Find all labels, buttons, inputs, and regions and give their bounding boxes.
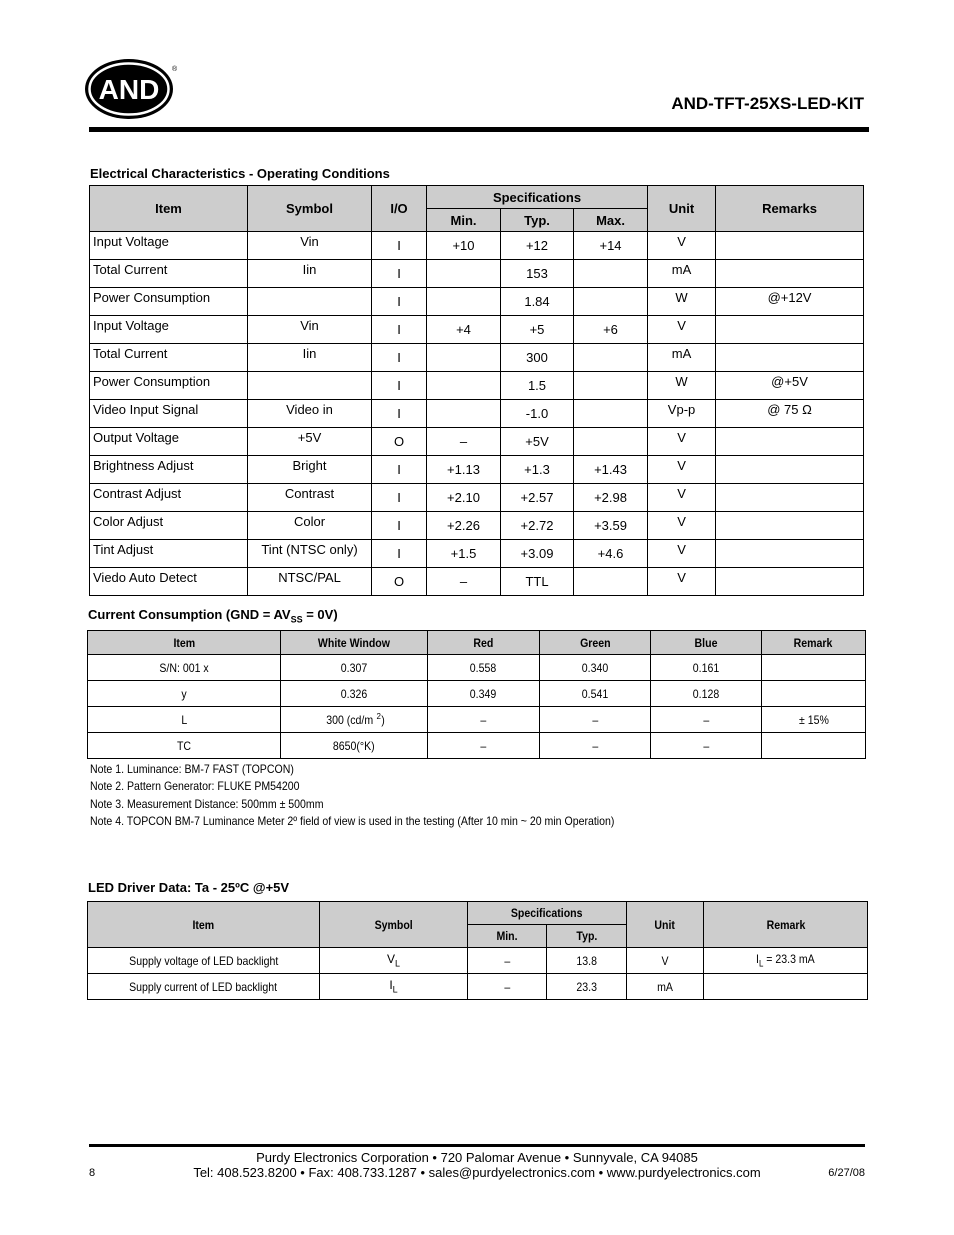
- remark-cell: [762, 681, 866, 707]
- io-cell: I: [372, 260, 427, 288]
- green-cell-text: –: [592, 738, 598, 753]
- item-cell: Power Consumption: [90, 288, 248, 316]
- unit-cell: V: [648, 316, 716, 344]
- min-text: –: [504, 979, 510, 994]
- unit-cell: mA: [648, 260, 716, 288]
- unit-cell: V: [648, 540, 716, 568]
- min-cell: +10: [427, 232, 501, 260]
- white-window-cell-text: 8650(°K): [333, 738, 375, 753]
- table-row: [88, 974, 868, 1000]
- note-3: Note 3. Measurement Distance: 500mm ± 500mm: [90, 797, 324, 811]
- item-cell-text: y: [181, 686, 187, 701]
- red-cell-text: 0.349: [470, 686, 497, 701]
- unit-tail: ): [381, 713, 385, 727]
- symbol-subscript: L: [395, 958, 401, 969]
- symbol-cell: NTSC/PAL: [248, 568, 372, 596]
- min-cell: –: [427, 568, 501, 596]
- green-cell-text: 0.340: [581, 660, 609, 675]
- remarks-cell: @+5V: [716, 372, 864, 400]
- header-io: I/O: [372, 186, 427, 232]
- item-cell: Brightness Adjust: [90, 456, 248, 484]
- title-subscript: SS: [290, 614, 303, 625]
- header-remark: Remark: [762, 631, 866, 655]
- symbol-cell: [248, 288, 372, 316]
- led-driver-table: [87, 901, 868, 1000]
- remarks-cell: [716, 484, 864, 512]
- min-cell: [468, 974, 547, 1000]
- typ-cell: 1.84: [501, 288, 574, 316]
- white-window-cell: [281, 707, 428, 733]
- unit-cell: Vp-p: [648, 400, 716, 428]
- table-row: [90, 288, 864, 316]
- item-cell: [88, 974, 320, 1000]
- remark-value: = 23.3 mA: [763, 952, 815, 967]
- table-row: [88, 733, 866, 759]
- item-cell: Power Consumption: [90, 372, 248, 400]
- unit-cell: V: [648, 456, 716, 484]
- item-cell: Total Current: [90, 344, 248, 372]
- min-cell: +4: [427, 316, 501, 344]
- blue-cell: [651, 707, 762, 733]
- typ-cell: [547, 948, 627, 974]
- min-cell: [427, 288, 501, 316]
- item-cell-text: S/N: 001 x: [159, 660, 209, 675]
- typ-cell: +2.57: [501, 484, 574, 512]
- typ-cell: +5: [501, 316, 574, 344]
- min-cell: +1.5: [427, 540, 501, 568]
- red-cell: [428, 681, 540, 707]
- item-cell: Total Current: [90, 260, 248, 288]
- red-cell: [428, 733, 540, 759]
- symbol-cell: Vin: [248, 232, 372, 260]
- io-cell: I: [372, 512, 427, 540]
- table-row: [88, 655, 866, 681]
- blue-cell: [651, 733, 762, 759]
- header-typ: Typ.: [501, 209, 574, 232]
- table-row: [90, 344, 864, 372]
- unit-text: V: [661, 953, 669, 968]
- symbol-cell: Tint (NTSC only): [248, 540, 372, 568]
- footer-rule: [89, 1144, 865, 1147]
- unit-cell: V: [648, 232, 716, 260]
- unit-superscript: 2: [376, 712, 381, 721]
- symbol-text: V: [386, 952, 395, 967]
- header-item: Item: [90, 186, 248, 232]
- green-cell: [540, 681, 651, 707]
- green-cell-text: –: [592, 712, 598, 727]
- item-text: Supply current of LED backlight: [129, 979, 278, 994]
- remarks-cell: [716, 316, 864, 344]
- current-consumption-table: [87, 630, 866, 759]
- page-number: 8: [89, 1167, 96, 1179]
- unit-text: mA: [657, 979, 673, 994]
- unit-cell: W: [648, 372, 716, 400]
- io-cell: I: [372, 344, 427, 372]
- header-min: Min.: [427, 209, 501, 232]
- symbol-cell: Color: [248, 512, 372, 540]
- max-cell: +6: [574, 316, 648, 344]
- io-cell: I: [372, 540, 427, 568]
- item-cell: Input Voltage: [90, 316, 248, 344]
- io-cell: I: [372, 232, 427, 260]
- io-cell: I: [372, 372, 427, 400]
- typ-text: 23.3: [576, 979, 597, 994]
- table-row: [90, 568, 864, 596]
- unit-cell: V: [648, 428, 716, 456]
- symbol-cell: Vin: [248, 316, 372, 344]
- title-suffix: = 0V): [302, 607, 338, 622]
- min-cell: +2.26: [427, 512, 501, 540]
- table-row: [90, 456, 864, 484]
- typ-cell: 153: [501, 260, 574, 288]
- table-row: [88, 707, 866, 733]
- header-remark: Remark: [704, 902, 868, 948]
- io-cell: I: [372, 456, 427, 484]
- unit-cell: mA: [648, 344, 716, 372]
- blue-cell-text: 0.161: [692, 660, 720, 675]
- white-window-cell-text: 0.326: [340, 686, 368, 701]
- io-cell: O: [372, 428, 427, 456]
- remarks-cell: @ 75 Ω: [716, 400, 864, 428]
- max-cell: +1.43: [574, 456, 648, 484]
- registered-mark: ®: [172, 66, 178, 73]
- green-cell-text: 0.541: [581, 686, 609, 701]
- typ-cell: +3.09: [501, 540, 574, 568]
- item-cell: [88, 733, 281, 759]
- item-cell: Video Input Signal: [90, 400, 248, 428]
- remarks-cell: [716, 456, 864, 484]
- unit-cell: V: [648, 484, 716, 512]
- min-cell: [427, 260, 501, 288]
- blue-cell: [651, 681, 762, 707]
- item-cell: [88, 655, 281, 681]
- item-text: Supply voltage of LED backlight: [128, 953, 279, 968]
- red-cell: [428, 707, 540, 733]
- and-logo: [84, 57, 176, 121]
- current-consumption-body: [88, 655, 866, 759]
- item-cell: [88, 681, 281, 707]
- max-cell: +4.6: [574, 540, 648, 568]
- item-cell-text: TC: [176, 738, 192, 753]
- remarks-cell: [716, 512, 864, 540]
- electrical-characteristics-title: Electrical Characteristics - Operating Conditions: [90, 166, 390, 181]
- electrical-characteristics-table: [89, 185, 864, 596]
- remarks-cell: [716, 428, 864, 456]
- max-cell: [574, 372, 648, 400]
- max-cell: +2.98: [574, 484, 648, 512]
- symbol-cell: Iin: [248, 344, 372, 372]
- unit-cell: V: [648, 568, 716, 596]
- typ-cell: 1.5: [501, 372, 574, 400]
- table-row: [90, 232, 864, 260]
- remark-cell-text: ± 15%: [798, 712, 829, 727]
- remarks-cell: [716, 260, 864, 288]
- max-cell: [574, 260, 648, 288]
- header-unit: Unit: [627, 902, 704, 948]
- table-row: [90, 540, 864, 568]
- symbol-cell: +5V: [248, 428, 372, 456]
- blue-cell-text: –: [703, 738, 709, 753]
- note-4: Note 4. TOPCON BM-7 Luminance Meter 2º field of view is used in the testing (After 10 min ~ 20 min Operation): [90, 814, 615, 828]
- min-cell: –: [427, 428, 501, 456]
- max-cell: +3.59: [574, 512, 648, 540]
- io-cell: I: [372, 484, 427, 512]
- min-cell: [468, 948, 547, 974]
- footer-address: Purdy Electronics Corporation • 720 Palomar Avenue • Sunnyvale, CA 94085: [256, 1150, 698, 1165]
- typ-cell: -1.0: [501, 400, 574, 428]
- min-cell: +1.13: [427, 456, 501, 484]
- logo-text: AND: [98, 74, 160, 105]
- blue-cell-text: 0.128: [692, 686, 720, 701]
- led-driver-data-title: LED Driver Data: Ta - 25ºC @+5V: [88, 880, 290, 895]
- max-cell: [574, 288, 648, 316]
- io-cell: I: [372, 316, 427, 344]
- remarks-cell: [716, 232, 864, 260]
- footer-date: 6/27/08: [828, 1167, 865, 1179]
- item-cell: [88, 707, 281, 733]
- table-row: [88, 681, 866, 707]
- footer-contact: Tel: 408.523.8200 • Fax: 408.733.1287 • sales@purdyelectronics.com • www.purdyelectronics.com: [193, 1165, 761, 1180]
- table-row: [90, 372, 864, 400]
- io-cell: I: [372, 288, 427, 316]
- header-min: Min.: [468, 925, 547, 948]
- current-consumption-title: [88, 607, 338, 625]
- min-cell: [427, 372, 501, 400]
- typ-cell: 300: [501, 344, 574, 372]
- symbol-cell: Iin: [248, 260, 372, 288]
- electrical-characteristics-body: [90, 232, 864, 596]
- min-text: –: [504, 953, 510, 968]
- remark-cell: [762, 733, 866, 759]
- remarks-cell: @+12V: [716, 288, 864, 316]
- typ-cell: [547, 974, 627, 1000]
- min-cell: +2.10: [427, 484, 501, 512]
- symbol-cell: [248, 372, 372, 400]
- green-cell: [540, 655, 651, 681]
- symbol-cell: [320, 974, 468, 1000]
- red-cell: [428, 655, 540, 681]
- blue-cell-text: –: [703, 712, 709, 727]
- red-cell-text: –: [480, 738, 487, 753]
- header-red: Red: [428, 631, 540, 655]
- header-item: Item: [88, 902, 320, 948]
- item-cell: Output Voltage: [90, 428, 248, 456]
- header-remarks: Remarks: [716, 186, 864, 232]
- min-cell: [427, 400, 501, 428]
- table-row: [90, 400, 864, 428]
- table-row: [90, 428, 864, 456]
- item-cell: Input Voltage: [90, 232, 248, 260]
- max-cell: [574, 400, 648, 428]
- item-cell: Viedo Auto Detect: [90, 568, 248, 596]
- remark-cell: [704, 974, 868, 1000]
- item-cell: Color Adjust: [90, 512, 248, 540]
- header-symbol: Symbol: [320, 902, 468, 948]
- unit-cell: [627, 948, 704, 974]
- white-window-cell-text: 0.307: [340, 660, 368, 675]
- remark-subscript: L: [759, 958, 764, 969]
- typ-text: 13.8: [576, 953, 597, 968]
- red-cell-text: –: [480, 712, 487, 727]
- remarks-cell: [716, 568, 864, 596]
- symbol-cell: Contrast: [248, 484, 372, 512]
- header-green: Green: [540, 631, 651, 655]
- remark-cell: [704, 948, 868, 974]
- typ-cell: +1.3: [501, 456, 574, 484]
- symbol-subscript: L: [392, 984, 398, 995]
- white-window-cell-text: 300 (cd/m: [326, 713, 374, 727]
- green-cell: [540, 707, 651, 733]
- header-symbol: Symbol: [248, 186, 372, 232]
- table-row: [88, 948, 868, 974]
- blue-cell: [651, 655, 762, 681]
- remark-cell: [762, 655, 866, 681]
- header-typ: Typ.: [547, 925, 627, 948]
- table-row: [90, 260, 864, 288]
- note-2: Note 2. Pattern Generator: FLUKE PM54200: [90, 779, 300, 793]
- unit-cell: V: [648, 512, 716, 540]
- remark-cell: [762, 707, 866, 733]
- header-white-window: White Window: [281, 631, 428, 655]
- max-cell: [574, 568, 648, 596]
- header-specifications: Specifications: [468, 902, 627, 925]
- typ-cell: +12: [501, 232, 574, 260]
- white-window-cell: [281, 655, 428, 681]
- max-cell: [574, 428, 648, 456]
- table-row: [90, 316, 864, 344]
- max-cell: +14: [574, 232, 648, 260]
- remark-text: [756, 952, 815, 968]
- led-driver-body: [88, 948, 868, 1000]
- io-cell: I: [372, 400, 427, 428]
- item-cell: Contrast Adjust: [90, 484, 248, 512]
- remark-symbol: I: [756, 952, 760, 967]
- table-row: [90, 484, 864, 512]
- symbol-text: I: [389, 978, 393, 993]
- item-cell: [88, 948, 320, 974]
- typ-cell: +5V: [501, 428, 574, 456]
- table-row: [90, 512, 864, 540]
- symbol-cell: Bright: [248, 456, 372, 484]
- unit-cell: [627, 974, 704, 1000]
- white-window-cell: [281, 733, 428, 759]
- item-cell-text: L: [181, 712, 187, 727]
- io-cell: O: [372, 568, 427, 596]
- title-prefix: Current Consumption (GND = AV: [88, 607, 291, 622]
- max-cell: [574, 344, 648, 372]
- red-cell-text: 0.558: [470, 660, 497, 675]
- header-blue: Blue: [651, 631, 762, 655]
- green-cell: [540, 733, 651, 759]
- min-cell: [427, 344, 501, 372]
- remarks-cell: [716, 344, 864, 372]
- header-unit: Unit: [648, 186, 716, 232]
- header-specifications: Specifications: [427, 186, 648, 209]
- white-window-cell: [281, 681, 428, 707]
- remarks-cell: [716, 540, 864, 568]
- unit-cell: W: [648, 288, 716, 316]
- header-max: Max.: [574, 209, 648, 232]
- document-title: AND-TFT-25XS-LED-KIT: [671, 94, 864, 113]
- item-cell: Tint Adjust: [90, 540, 248, 568]
- typ-cell: TTL: [501, 568, 574, 596]
- header-rule: [89, 127, 869, 132]
- symbol-cell: Video in: [248, 400, 372, 428]
- symbol-cell: [320, 948, 468, 974]
- typ-cell: +2.72: [501, 512, 574, 540]
- note-1: Note 1. Luminance: BM-7 FAST (TOPCON): [90, 762, 294, 776]
- header-item: Item: [88, 631, 281, 655]
